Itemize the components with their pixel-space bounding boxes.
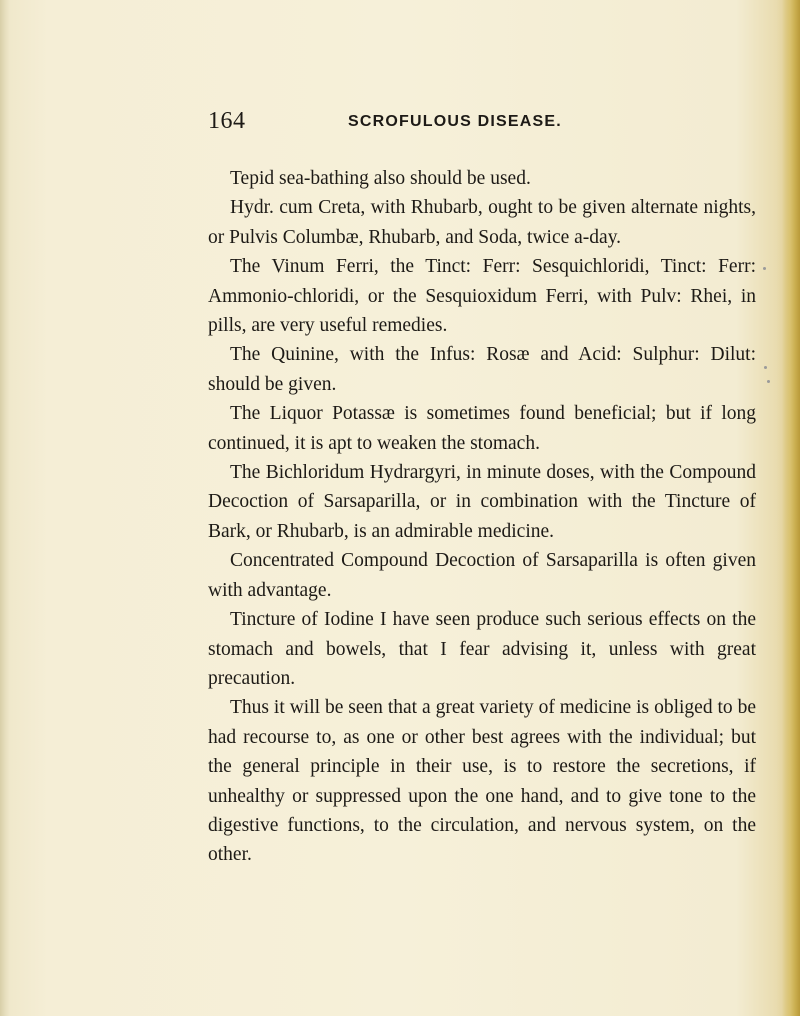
body-text — [208, 164, 756, 870]
paragraph: Thus it will be seen that a great variety of medicine is obliged to be had recourse to, as one or other best agrees with the individual; but the general principle in their use, is to restore the secretions, if unhealthy or suppressed upon the one hand, and to give tone to the digestive functions, to the circulation, and nervous system, on the other. — [208, 697, 756, 866]
page-number: 164 — [208, 108, 246, 134]
margin-speck — [763, 267, 766, 270]
paragraph: The Quinine, with the Infus: Rosæ and Acid: Sulphur: Dilut: should be given. — [208, 344, 756, 395]
paragraph: Tepid sea-bathing also should be used. — [230, 168, 531, 189]
page-right-edge — [782, 0, 800, 1016]
paragraph: Tincture of Iodine I have seen produce such serious effects on the stomach and bowels, that I fear advising it, unless with great precaution. — [208, 609, 756, 689]
page-header — [208, 108, 768, 138]
paragraph: The Bichloridum Hydrargyri, in minute doses, with the Compound Decoction of Sarsaparilla, or in combination with the Tincture of Bark, or Rhubarb, is an admirable medicine. — [208, 462, 756, 542]
page-left-edge — [0, 0, 10, 1016]
margin-speck — [764, 366, 767, 369]
running-title: SCROFULOUS DISEASE. — [348, 113, 562, 130]
paragraph: Hydr. cum Creta, with Rhubarb, ought to be given alternate nights, or Pulvis Columbæ, Rhubarb, and Soda, twice a-day. — [208, 197, 756, 248]
margin-speck — [767, 380, 770, 383]
paragraph: The Vinum Ferri, the Tinct: Ferr: Sesquichloridi, Tinct: Ferr: Ammonio-chloridi, or the Sesquioxidum Ferri, with Pulv: Rhei, in pills, are very useful remedies. — [208, 256, 756, 337]
paragraph: The Liquor Potassæ is sometimes found beneficial; but if long continued, it is apt to weaken the stomach. — [208, 403, 756, 454]
paragraph: Concentrated Compound Decoction of Sarsaparilla is often given with advantage. — [208, 550, 756, 601]
